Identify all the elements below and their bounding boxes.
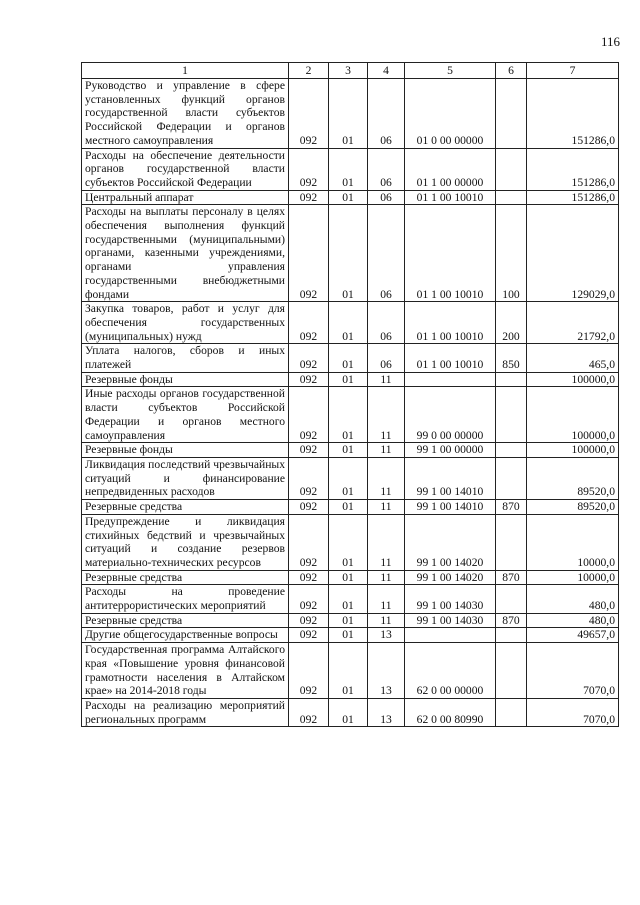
subsection-cell: 11 <box>368 500 405 515</box>
subsection-cell: 06 <box>368 344 405 372</box>
target-article-cell: 01 1 00 10010 <box>405 302 496 344</box>
subsection-cell: 06 <box>368 302 405 344</box>
budget-table <box>81 62 619 727</box>
item-name-cell: Резервные фонды <box>82 372 289 387</box>
admin-code-cell: 092 <box>289 514 329 570</box>
item-name-cell: Резервные средства <box>82 500 289 515</box>
admin-code-cell: 092 <box>289 302 329 344</box>
target-article-cell: 99 0 00 00000 <box>405 387 496 443</box>
amount-cell: 7070,0 <box>527 643 619 699</box>
admin-code-cell: 092 <box>289 205 329 302</box>
expense-type-cell: 100 <box>496 205 527 302</box>
admin-code-cell: 092 <box>289 443 329 458</box>
expense-type-cell: 870 <box>496 613 527 628</box>
item-name-cell: Резервные средства <box>82 613 289 628</box>
amount-cell: 129029,0 <box>527 205 619 302</box>
table-row <box>82 613 619 628</box>
header-row <box>82 63 619 79</box>
table-row <box>82 628 619 643</box>
section-cell: 01 <box>329 148 368 190</box>
expense-type-cell: 200 <box>496 302 527 344</box>
expense-type-cell <box>496 643 527 699</box>
item-name-cell: Иные расходы органов государственной власти субъектов Российской Федерации и органов местного самоуправления <box>82 387 289 443</box>
amount-cell: 480,0 <box>527 585 619 613</box>
target-article-cell: 99 1 00 14020 <box>405 514 496 570</box>
subsection-cell: 11 <box>368 570 405 585</box>
item-name-cell: Центральный аппарат <box>82 190 289 205</box>
subsection-cell: 13 <box>368 628 405 643</box>
header-cell-6: 6 <box>496 63 527 79</box>
section-cell: 01 <box>329 500 368 515</box>
admin-code-cell: 092 <box>289 613 329 628</box>
admin-code-cell: 092 <box>289 457 329 499</box>
target-article-cell: 99 1 00 14030 <box>405 585 496 613</box>
item-name-cell: Резервные средства <box>82 570 289 585</box>
expense-type-cell: 850 <box>496 344 527 372</box>
amount-cell: 465,0 <box>527 344 619 372</box>
amount-cell: 100000,0 <box>527 387 619 443</box>
header-cell-2: 2 <box>289 63 329 79</box>
expense-type-cell: 870 <box>496 500 527 515</box>
table-row <box>82 148 619 190</box>
admin-code-cell: 092 <box>289 500 329 515</box>
target-article-cell: 99 1 00 14010 <box>405 500 496 515</box>
header-cell-5: 5 <box>405 63 496 79</box>
item-name-cell: Расходы на проведение антитеррористических мероприятий <box>82 585 289 613</box>
admin-code-cell: 092 <box>289 698 329 726</box>
amount-cell: 480,0 <box>527 613 619 628</box>
subsection-cell: 11 <box>368 514 405 570</box>
section-cell: 01 <box>329 643 368 699</box>
admin-code-cell: 092 <box>289 387 329 443</box>
amount-cell: 89520,0 <box>527 457 619 499</box>
item-name-cell: Расходы на реализацию мероприятий региональных программ <box>82 698 289 726</box>
target-article-cell: 01 1 00 10010 <box>405 344 496 372</box>
section-cell: 01 <box>329 344 368 372</box>
section-cell: 01 <box>329 570 368 585</box>
table-row <box>82 698 619 726</box>
admin-code-cell: 092 <box>289 344 329 372</box>
target-article-cell: 62 0 00 80990 <box>405 698 496 726</box>
table-row <box>82 387 619 443</box>
target-article-cell: 01 1 00 00000 <box>405 148 496 190</box>
header-cell-4: 4 <box>368 63 405 79</box>
table-row <box>82 79 619 149</box>
subsection-cell: 13 <box>368 698 405 726</box>
section-cell: 01 <box>329 372 368 387</box>
page-number: 116 <box>600 34 620 49</box>
admin-code-cell: 092 <box>289 190 329 205</box>
table-row <box>82 500 619 515</box>
item-name-cell: Расходы на обеспечение деятельности органов государственной власти субъектов Российской Федерации <box>82 148 289 190</box>
expense-type-cell <box>496 698 527 726</box>
target-article-cell: 99 1 00 14020 <box>405 570 496 585</box>
subsection-cell: 11 <box>368 443 405 458</box>
table-row <box>82 570 619 585</box>
item-name-cell: Государственная программа Алтайского края «Повышение уровня финансовой грамотности населения в Алтайском крае» на 2014-2018 годы <box>82 643 289 699</box>
section-cell: 01 <box>329 190 368 205</box>
table-row <box>82 443 619 458</box>
header-cell-3: 3 <box>329 63 368 79</box>
amount-cell: 10000,0 <box>527 570 619 585</box>
expense-type-cell <box>496 585 527 613</box>
table-row <box>82 302 619 344</box>
expense-type-cell <box>496 372 527 387</box>
admin-code-cell: 092 <box>289 585 329 613</box>
amount-cell: 100000,0 <box>527 443 619 458</box>
amount-cell: 21792,0 <box>527 302 619 344</box>
amount-cell: 7070,0 <box>527 698 619 726</box>
expense-type-cell <box>496 457 527 499</box>
subsection-cell: 06 <box>368 190 405 205</box>
table-row <box>82 205 619 302</box>
section-cell: 01 <box>329 443 368 458</box>
expense-type-cell <box>496 628 527 643</box>
header-cell-1: 1 <box>82 63 289 79</box>
target-article-cell: 99 1 00 00000 <box>405 443 496 458</box>
subsection-cell: 11 <box>368 387 405 443</box>
subsection-cell: 11 <box>368 457 405 499</box>
subsection-cell: 11 <box>368 585 405 613</box>
expense-type-cell <box>496 190 527 205</box>
table-row <box>82 190 619 205</box>
expense-type-cell <box>496 443 527 458</box>
item-name-cell: Расходы на выплаты персоналу в целях обеспечения выполнения функций государственными (муниципальными) органами, казенными учреждениями, органами управления государственными внебюджетными фондами <box>82 205 289 302</box>
section-cell: 01 <box>329 387 368 443</box>
expense-type-cell <box>496 79 527 149</box>
section-cell: 01 <box>329 628 368 643</box>
table-row <box>82 643 619 699</box>
amount-cell: 89520,0 <box>527 500 619 515</box>
table-row <box>82 514 619 570</box>
target-article-cell: 99 1 00 14010 <box>405 457 496 499</box>
expense-type-cell <box>496 148 527 190</box>
section-cell: 01 <box>329 514 368 570</box>
item-name-cell: Предупреждение и ликвидация стихийных бедствий и чрезвычайных ситуаций и создание резервов материально-технических ресурсов <box>82 514 289 570</box>
amount-cell: 151286,0 <box>527 190 619 205</box>
subsection-cell: 13 <box>368 643 405 699</box>
expense-type-cell <box>496 387 527 443</box>
section-cell: 01 <box>329 698 368 726</box>
item-name-cell: Резервные фонды <box>82 443 289 458</box>
table-row <box>82 344 619 372</box>
item-name-cell: Уплата налогов, сборов и иных платежей <box>82 344 289 372</box>
table-row <box>82 585 619 613</box>
section-cell: 01 <box>329 302 368 344</box>
item-name-cell: Руководство и управление в сфере установленных функций органов государственной власти субъектов Российской Федерации и органов местного самоуправления <box>82 79 289 149</box>
section-cell: 01 <box>329 79 368 149</box>
section-cell: 01 <box>329 457 368 499</box>
target-article-cell: 01 1 00 10010 <box>405 190 496 205</box>
target-article-cell: 99 1 00 14030 <box>405 613 496 628</box>
table-row <box>82 372 619 387</box>
item-name-cell: Закупка товаров, работ и услуг для обеспечения государственных (муниципальных) нужд <box>82 302 289 344</box>
admin-code-cell: 092 <box>289 570 329 585</box>
admin-code-cell: 092 <box>289 148 329 190</box>
subsection-cell: 06 <box>368 79 405 149</box>
section-cell: 01 <box>329 585 368 613</box>
target-article-cell: 01 1 00 10010 <box>405 205 496 302</box>
target-article-cell <box>405 628 496 643</box>
subsection-cell: 11 <box>368 613 405 628</box>
amount-cell: 10000,0 <box>527 514 619 570</box>
amount-cell: 49657,0 <box>527 628 619 643</box>
subsection-cell: 06 <box>368 148 405 190</box>
subsection-cell: 06 <box>368 205 405 302</box>
section-cell: 01 <box>329 205 368 302</box>
amount-cell: 100000,0 <box>527 372 619 387</box>
admin-code-cell: 092 <box>289 643 329 699</box>
target-article-cell <box>405 372 496 387</box>
expense-type-cell <box>496 514 527 570</box>
target-article-cell: 01 0 00 00000 <box>405 79 496 149</box>
table-row <box>82 457 619 499</box>
item-name-cell: Ликвидация последствий чрезвычайных ситуаций и финансирование непредвиденных расходов <box>82 457 289 499</box>
amount-cell: 151286,0 <box>527 148 619 190</box>
subsection-cell: 11 <box>368 372 405 387</box>
admin-code-cell: 092 <box>289 79 329 149</box>
header-cell-7: 7 <box>527 63 619 79</box>
expense-type-cell: 870 <box>496 570 527 585</box>
admin-code-cell: 092 <box>289 628 329 643</box>
item-name-cell: Другие общегосударственные вопросы <box>82 628 289 643</box>
admin-code-cell: 092 <box>289 372 329 387</box>
amount-cell: 151286,0 <box>527 79 619 149</box>
target-article-cell: 62 0 00 00000 <box>405 643 496 699</box>
section-cell: 01 <box>329 613 368 628</box>
